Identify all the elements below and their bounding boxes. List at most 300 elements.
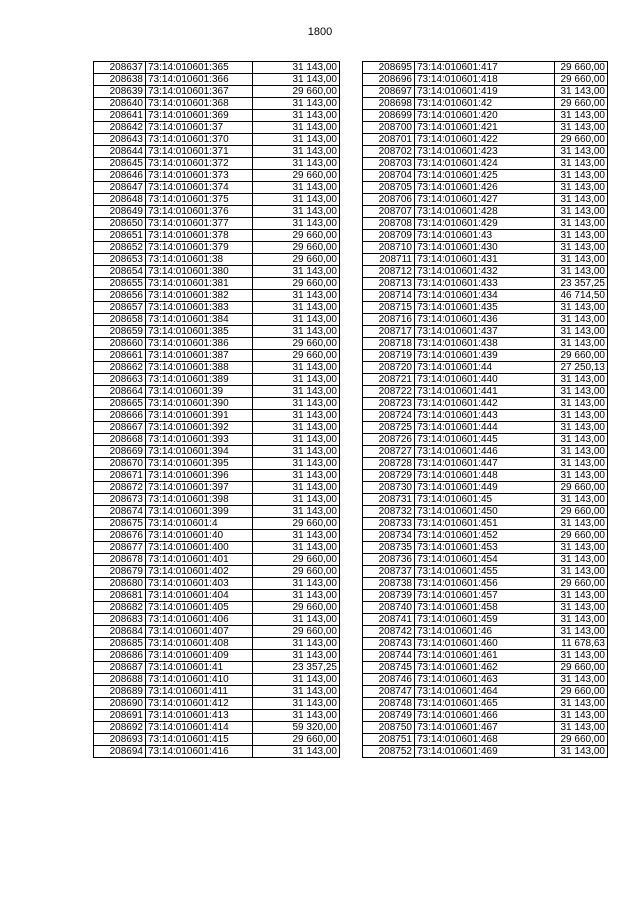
row-number-cell: 208662 bbox=[94, 362, 146, 374]
amount-cell: 31 143,00 bbox=[555, 86, 608, 98]
table-row bbox=[363, 494, 608, 506]
amount-cell: 29 660,00 bbox=[555, 62, 608, 74]
amount-cell: 31 143,00 bbox=[253, 62, 340, 74]
table-row bbox=[363, 734, 608, 746]
table-row bbox=[363, 542, 608, 554]
amount-cell: 31 143,00 bbox=[253, 482, 340, 494]
amount-cell: 31 143,00 bbox=[253, 194, 340, 206]
cadastral-number-cell: 73:14:010601:422 bbox=[415, 134, 555, 146]
table-row bbox=[94, 674, 340, 686]
amount-cell: 31 143,00 bbox=[555, 458, 608, 470]
amount-cell: 31 143,00 bbox=[555, 494, 608, 506]
cadastral-number-cell: 73:14:010601:397 bbox=[146, 482, 253, 494]
table-row bbox=[94, 734, 340, 746]
cadastral-number-cell: 73:14:010601:406 bbox=[146, 614, 253, 626]
cadastral-number-cell: 73:14:010601:375 bbox=[146, 194, 253, 206]
amount-cell: 31 143,00 bbox=[253, 422, 340, 434]
cadastral-number-cell: 73:14:010601:438 bbox=[415, 338, 555, 350]
row-number-cell: 208651 bbox=[94, 230, 146, 242]
row-number-cell: 208690 bbox=[94, 698, 146, 710]
row-number-cell: 208748 bbox=[363, 698, 415, 710]
amount-cell: 31 143,00 bbox=[253, 614, 340, 626]
cadastral-number-cell: 73:14:010601:394 bbox=[146, 446, 253, 458]
row-number-cell: 208729 bbox=[363, 470, 415, 482]
table-row bbox=[363, 254, 608, 266]
table-row bbox=[363, 350, 608, 362]
amount-cell: 31 143,00 bbox=[555, 674, 608, 686]
cadastral-number-cell: 73:14:010601:45 bbox=[415, 494, 555, 506]
amount-cell: 31 143,00 bbox=[253, 470, 340, 482]
amount-cell: 23 357,25 bbox=[253, 662, 340, 674]
row-number-cell: 208727 bbox=[363, 446, 415, 458]
cadastral-number-cell: 73:14:010601:381 bbox=[146, 278, 253, 290]
row-number-cell: 208741 bbox=[363, 614, 415, 626]
cadastral-number-cell: 73:14:010601:414 bbox=[146, 722, 253, 734]
amount-cell: 31 143,00 bbox=[555, 206, 608, 218]
row-number-cell: 208715 bbox=[363, 302, 415, 314]
amount-cell: 29 660,00 bbox=[253, 518, 340, 530]
cadastral-number-cell: 73:14:010601:446 bbox=[415, 446, 555, 458]
amount-cell: 31 143,00 bbox=[555, 518, 608, 530]
amount-cell: 31 143,00 bbox=[555, 170, 608, 182]
row-number-cell: 208659 bbox=[94, 326, 146, 338]
table-row bbox=[363, 446, 608, 458]
cadastral-number-cell: 73:14:010601:434 bbox=[415, 290, 555, 302]
row-number-cell: 208675 bbox=[94, 518, 146, 530]
table-row bbox=[94, 206, 340, 218]
amount-cell: 31 143,00 bbox=[253, 98, 340, 110]
amount-cell: 31 143,00 bbox=[555, 122, 608, 134]
cadastral-number-cell: 73:14:010601:448 bbox=[415, 470, 555, 482]
row-number-cell: 208666 bbox=[94, 410, 146, 422]
row-number-cell: 208696 bbox=[363, 74, 415, 86]
row-number-cell: 208682 bbox=[94, 602, 146, 614]
table-row bbox=[363, 98, 608, 110]
row-number-cell: 208722 bbox=[363, 386, 415, 398]
amount-cell: 29 660,00 bbox=[555, 482, 608, 494]
amount-cell: 31 143,00 bbox=[555, 146, 608, 158]
cadastral-number-cell: 73:14:010601:38 bbox=[146, 254, 253, 266]
row-number-cell: 208668 bbox=[94, 434, 146, 446]
ledger-table-right-body bbox=[363, 62, 608, 758]
table-row bbox=[94, 374, 340, 386]
amount-cell: 29 660,00 bbox=[555, 662, 608, 674]
cadastral-number-cell: 73:14:010601:391 bbox=[146, 410, 253, 422]
row-number-cell: 208731 bbox=[363, 494, 415, 506]
table-row bbox=[94, 110, 340, 122]
row-number-cell: 208679 bbox=[94, 566, 146, 578]
amount-cell: 31 143,00 bbox=[253, 290, 340, 302]
amount-cell: 31 143,00 bbox=[555, 554, 608, 566]
amount-cell: 46 714,50 bbox=[555, 290, 608, 302]
amount-cell: 31 143,00 bbox=[555, 230, 608, 242]
cadastral-number-cell: 73:14:010601:451 bbox=[415, 518, 555, 530]
cadastral-number-cell: 73:14:010601:420 bbox=[415, 110, 555, 122]
amount-cell: 29 660,00 bbox=[555, 686, 608, 698]
table-row bbox=[94, 650, 340, 662]
cadastral-number-cell: 73:14:010601:37 bbox=[146, 122, 253, 134]
table-row bbox=[94, 458, 340, 470]
cadastral-number-cell: 73:14:010601:436 bbox=[415, 314, 555, 326]
table-row bbox=[94, 122, 340, 134]
ledger-table-left-body bbox=[94, 62, 340, 758]
cadastral-number-cell: 73:14:010601:459 bbox=[415, 614, 555, 626]
amount-cell: 31 143,00 bbox=[555, 650, 608, 662]
cadastral-number-cell: 73:14:010601:378 bbox=[146, 230, 253, 242]
table-row bbox=[94, 290, 340, 302]
row-number-cell: 208700 bbox=[363, 122, 415, 134]
cadastral-number-cell: 73:14:010601:432 bbox=[415, 266, 555, 278]
amount-cell: 31 143,00 bbox=[555, 566, 608, 578]
row-number-cell: 208712 bbox=[363, 266, 415, 278]
row-number-cell: 208694 bbox=[94, 746, 146, 758]
row-number-cell: 208705 bbox=[363, 182, 415, 194]
row-number-cell: 208653 bbox=[94, 254, 146, 266]
ledger-table-left bbox=[93, 61, 340, 758]
row-number-cell: 208725 bbox=[363, 422, 415, 434]
amount-cell: 31 143,00 bbox=[253, 266, 340, 278]
row-number-cell: 208735 bbox=[363, 542, 415, 554]
table-row bbox=[94, 518, 340, 530]
table-row bbox=[94, 686, 340, 698]
table-row bbox=[363, 518, 608, 530]
row-number-cell: 208644 bbox=[94, 146, 146, 158]
row-number-cell: 208639 bbox=[94, 86, 146, 98]
row-number-cell: 208681 bbox=[94, 590, 146, 602]
row-number-cell: 208739 bbox=[363, 590, 415, 602]
table-row bbox=[363, 422, 608, 434]
row-number-cell: 208655 bbox=[94, 278, 146, 290]
row-number-cell: 208641 bbox=[94, 110, 146, 122]
amount-cell: 31 143,00 bbox=[253, 686, 340, 698]
row-number-cell: 208670 bbox=[94, 458, 146, 470]
amount-cell: 31 143,00 bbox=[555, 194, 608, 206]
cadastral-number-cell: 73:14:010601:457 bbox=[415, 590, 555, 602]
row-number-cell: 208699 bbox=[363, 110, 415, 122]
table-row bbox=[363, 626, 608, 638]
cadastral-number-cell: 73:14:010601:435 bbox=[415, 302, 555, 314]
amount-cell: 31 143,00 bbox=[555, 722, 608, 734]
amount-cell: 31 143,00 bbox=[253, 302, 340, 314]
amount-cell: 29 660,00 bbox=[555, 734, 608, 746]
cadastral-number-cell: 73:14:010601:425 bbox=[415, 170, 555, 182]
table-row bbox=[363, 410, 608, 422]
table-row bbox=[94, 338, 340, 350]
cadastral-number-cell: 73:14:010601:39 bbox=[146, 386, 253, 398]
table-row bbox=[363, 710, 608, 722]
row-number-cell: 208646 bbox=[94, 170, 146, 182]
cadastral-number-cell: 73:14:010601:441 bbox=[415, 386, 555, 398]
table-row bbox=[94, 194, 340, 206]
table-row bbox=[94, 146, 340, 158]
row-number-cell: 208657 bbox=[94, 302, 146, 314]
table-row bbox=[363, 170, 608, 182]
cadastral-number-cell: 73:14:010601:429 bbox=[415, 218, 555, 230]
table-row bbox=[94, 326, 340, 338]
cadastral-number-cell: 73:14:010601:388 bbox=[146, 362, 253, 374]
row-number-cell: 208695 bbox=[363, 62, 415, 74]
amount-cell: 31 143,00 bbox=[253, 710, 340, 722]
row-number-cell: 208728 bbox=[363, 458, 415, 470]
cadastral-number-cell: 73:14:010601:443 bbox=[415, 410, 555, 422]
amount-cell: 31 143,00 bbox=[253, 134, 340, 146]
amount-cell: 29 660,00 bbox=[253, 254, 340, 266]
cadastral-number-cell: 73:14:010601:365 bbox=[146, 62, 253, 74]
row-number-cell: 208663 bbox=[94, 374, 146, 386]
row-number-cell: 208640 bbox=[94, 98, 146, 110]
table-row bbox=[94, 314, 340, 326]
cadastral-number-cell: 73:14:010601:408 bbox=[146, 638, 253, 650]
row-number-cell: 208749 bbox=[363, 710, 415, 722]
table-row bbox=[94, 182, 340, 194]
cadastral-number-cell: 73:14:010601:367 bbox=[146, 86, 253, 98]
cadastral-number-cell: 73:14:010601:42 bbox=[415, 98, 555, 110]
table-row bbox=[363, 314, 608, 326]
amount-cell: 31 143,00 bbox=[253, 110, 340, 122]
amount-cell: 31 143,00 bbox=[253, 74, 340, 86]
row-number-cell: 208684 bbox=[94, 626, 146, 638]
cadastral-number-cell: 73:14:010601:452 bbox=[415, 530, 555, 542]
table-row bbox=[94, 506, 340, 518]
cadastral-number-cell: 73:14:010601:400 bbox=[146, 542, 253, 554]
cadastral-number-cell: 73:14:010601:465 bbox=[415, 698, 555, 710]
row-number-cell: 208721 bbox=[363, 374, 415, 386]
amount-cell: 31 143,00 bbox=[555, 158, 608, 170]
table-row bbox=[94, 254, 340, 266]
cadastral-number-cell: 73:14:010601:387 bbox=[146, 350, 253, 362]
table-row bbox=[94, 470, 340, 482]
table-row bbox=[94, 242, 340, 254]
page-number: 1800 bbox=[307, 26, 333, 38]
row-number-cell: 208647 bbox=[94, 182, 146, 194]
row-number-cell: 208664 bbox=[94, 386, 146, 398]
table-row bbox=[94, 98, 340, 110]
row-number-cell: 208750 bbox=[363, 722, 415, 734]
cadastral-number-cell: 73:14:010601:409 bbox=[146, 650, 253, 662]
cadastral-number-cell: 73:14:010601:379 bbox=[146, 242, 253, 254]
cadastral-number-cell: 73:14:010601:370 bbox=[146, 134, 253, 146]
row-number-cell: 208744 bbox=[363, 650, 415, 662]
cadastral-number-cell: 73:14:010601:412 bbox=[146, 698, 253, 710]
table-row bbox=[363, 266, 608, 278]
amount-cell: 31 143,00 bbox=[555, 614, 608, 626]
amount-cell: 31 143,00 bbox=[253, 206, 340, 218]
cadastral-number-cell: 73:14:010601:404 bbox=[146, 590, 253, 602]
table-row bbox=[363, 230, 608, 242]
amount-cell: 31 143,00 bbox=[555, 338, 608, 350]
amount-cell: 29 660,00 bbox=[253, 602, 340, 614]
cadastral-number-cell: 73:14:010601:416 bbox=[146, 746, 253, 758]
cadastral-number-cell: 73:14:010601:430 bbox=[415, 242, 555, 254]
row-number-cell: 208660 bbox=[94, 338, 146, 350]
row-number-cell: 208719 bbox=[363, 350, 415, 362]
amount-cell: 31 143,00 bbox=[555, 398, 608, 410]
amount-cell: 31 143,00 bbox=[555, 410, 608, 422]
row-number-cell: 208736 bbox=[363, 554, 415, 566]
row-number-cell: 208689 bbox=[94, 686, 146, 698]
cadastral-number-cell: 73:14:010601:377 bbox=[146, 218, 253, 230]
row-number-cell: 208711 bbox=[363, 254, 415, 266]
amount-cell: 31 143,00 bbox=[253, 674, 340, 686]
amount-cell: 59 320,00 bbox=[253, 722, 340, 734]
table-row bbox=[94, 62, 340, 74]
row-number-cell: 208652 bbox=[94, 242, 146, 254]
row-number-cell: 208678 bbox=[94, 554, 146, 566]
amount-cell: 31 143,00 bbox=[253, 122, 340, 134]
cadastral-number-cell: 73:14:010601:419 bbox=[415, 86, 555, 98]
cadastral-number-cell: 73:14:010601:468 bbox=[415, 734, 555, 746]
row-number-cell: 208717 bbox=[363, 326, 415, 338]
cadastral-number-cell: 73:14:010601:426 bbox=[415, 182, 555, 194]
table-row bbox=[94, 134, 340, 146]
table-row bbox=[363, 302, 608, 314]
table-row bbox=[94, 530, 340, 542]
table-row bbox=[363, 434, 608, 446]
row-number-cell: 208693 bbox=[94, 734, 146, 746]
amount-cell: 31 143,00 bbox=[253, 506, 340, 518]
amount-cell: 31 143,00 bbox=[253, 578, 340, 590]
amount-cell: 31 143,00 bbox=[253, 434, 340, 446]
cadastral-number-cell: 73:14:010601:403 bbox=[146, 578, 253, 590]
table-row bbox=[94, 158, 340, 170]
cadastral-number-cell: 73:14:010601:368 bbox=[146, 98, 253, 110]
table-row bbox=[94, 566, 340, 578]
row-number-cell: 208676 bbox=[94, 530, 146, 542]
row-number-cell: 208698 bbox=[363, 98, 415, 110]
table-row bbox=[363, 614, 608, 626]
table-row bbox=[94, 482, 340, 494]
cadastral-number-cell: 73:14:010601:399 bbox=[146, 506, 253, 518]
amount-cell: 31 143,00 bbox=[555, 698, 608, 710]
table-row bbox=[363, 470, 608, 482]
amount-cell: 29 660,00 bbox=[253, 230, 340, 242]
cadastral-number-cell: 73:14:010601:415 bbox=[146, 734, 253, 746]
amount-cell: 31 143,00 bbox=[253, 362, 340, 374]
amount-cell: 29 660,00 bbox=[253, 350, 340, 362]
row-number-cell: 208734 bbox=[363, 530, 415, 542]
table-row bbox=[363, 326, 608, 338]
table-row bbox=[94, 710, 340, 722]
cadastral-number-cell: 73:14:010601:447 bbox=[415, 458, 555, 470]
row-number-cell: 208732 bbox=[363, 506, 415, 518]
cadastral-number-cell: 73:14:010601:372 bbox=[146, 158, 253, 170]
row-number-cell: 208747 bbox=[363, 686, 415, 698]
table-row bbox=[94, 542, 340, 554]
amount-cell: 29 660,00 bbox=[555, 98, 608, 110]
row-number-cell: 208742 bbox=[363, 626, 415, 638]
amount-cell: 31 143,00 bbox=[253, 494, 340, 506]
row-number-cell: 208714 bbox=[363, 290, 415, 302]
cadastral-number-cell: 73:14:010601:40 bbox=[146, 530, 253, 542]
amount-cell: 31 143,00 bbox=[555, 254, 608, 266]
table-row bbox=[94, 590, 340, 602]
table-row bbox=[363, 566, 608, 578]
amount-cell: 31 143,00 bbox=[555, 110, 608, 122]
cadastral-number-cell: 73:14:010601:428 bbox=[415, 206, 555, 218]
table-row bbox=[94, 386, 340, 398]
cadastral-number-cell: 73:14:010601:366 bbox=[146, 74, 253, 86]
amount-cell: 31 143,00 bbox=[253, 314, 340, 326]
table-row bbox=[363, 398, 608, 410]
amount-cell: 31 143,00 bbox=[555, 746, 608, 758]
cadastral-number-cell: 73:14:010601:418 bbox=[415, 74, 555, 86]
amount-cell: 31 143,00 bbox=[555, 710, 608, 722]
amount-cell: 31 143,00 bbox=[253, 590, 340, 602]
cadastral-number-cell: 73:14:010601:385 bbox=[146, 326, 253, 338]
amount-cell: 31 143,00 bbox=[555, 302, 608, 314]
cadastral-number-cell: 73:14:010601:369 bbox=[146, 110, 253, 122]
amount-cell: 29 660,00 bbox=[253, 170, 340, 182]
cadastral-number-cell: 73:14:010601:445 bbox=[415, 434, 555, 446]
row-number-cell: 208688 bbox=[94, 674, 146, 686]
table-row bbox=[94, 422, 340, 434]
table-row bbox=[363, 338, 608, 350]
table-row bbox=[94, 602, 340, 614]
row-number-cell: 208740 bbox=[363, 602, 415, 614]
amount-cell: 31 143,00 bbox=[555, 386, 608, 398]
row-number-cell: 208672 bbox=[94, 482, 146, 494]
table-row bbox=[94, 578, 340, 590]
amount-cell: 31 143,00 bbox=[555, 470, 608, 482]
amount-cell: 31 143,00 bbox=[253, 218, 340, 230]
amount-cell: 31 143,00 bbox=[253, 182, 340, 194]
amount-cell: 31 143,00 bbox=[555, 242, 608, 254]
table-row bbox=[363, 134, 608, 146]
cadastral-number-cell: 73:14:010601:462 bbox=[415, 662, 555, 674]
amount-cell: 31 143,00 bbox=[555, 602, 608, 614]
table-row bbox=[363, 278, 608, 290]
cadastral-number-cell: 73:14:010601:456 bbox=[415, 578, 555, 590]
row-number-cell: 208752 bbox=[363, 746, 415, 758]
row-number-cell: 208745 bbox=[363, 662, 415, 674]
cadastral-number-cell: 73:14:010601:413 bbox=[146, 710, 253, 722]
row-number-cell: 208703 bbox=[363, 158, 415, 170]
cadastral-number-cell: 73:14:010601:374 bbox=[146, 182, 253, 194]
cadastral-number-cell: 73:14:010601:431 bbox=[415, 254, 555, 266]
row-number-cell: 208643 bbox=[94, 134, 146, 146]
table-row bbox=[94, 722, 340, 734]
cadastral-number-cell: 73:14:010601:469 bbox=[415, 746, 555, 758]
table-row bbox=[94, 266, 340, 278]
cadastral-number-cell: 73:14:010601:405 bbox=[146, 602, 253, 614]
amount-cell: 29 660,00 bbox=[253, 566, 340, 578]
row-number-cell: 208718 bbox=[363, 338, 415, 350]
table-row bbox=[363, 182, 608, 194]
row-number-cell: 208648 bbox=[94, 194, 146, 206]
amount-cell: 29 660,00 bbox=[253, 278, 340, 290]
table-row bbox=[363, 590, 608, 602]
table-row bbox=[363, 578, 608, 590]
table-row bbox=[363, 698, 608, 710]
row-number-cell: 208733 bbox=[363, 518, 415, 530]
row-number-cell: 208723 bbox=[363, 398, 415, 410]
cadastral-number-cell: 73:14:010601:4 bbox=[146, 518, 253, 530]
amount-cell: 29 660,00 bbox=[555, 74, 608, 86]
table-row bbox=[94, 746, 340, 758]
cadastral-number-cell: 73:14:010601:393 bbox=[146, 434, 253, 446]
table-row bbox=[94, 230, 340, 242]
amount-cell: 31 143,00 bbox=[555, 446, 608, 458]
table-row bbox=[363, 386, 608, 398]
table-row bbox=[94, 86, 340, 98]
cadastral-number-cell: 73:14:010601:410 bbox=[146, 674, 253, 686]
cadastral-number-cell: 73:14:010601:450 bbox=[415, 506, 555, 518]
amount-cell: 31 143,00 bbox=[555, 326, 608, 338]
cadastral-number-cell: 73:14:010601:433 bbox=[415, 278, 555, 290]
amount-cell: 31 143,00 bbox=[555, 218, 608, 230]
cadastral-number-cell: 73:14:010601:458 bbox=[415, 602, 555, 614]
cadastral-number-cell: 73:14:010601:44 bbox=[415, 362, 555, 374]
